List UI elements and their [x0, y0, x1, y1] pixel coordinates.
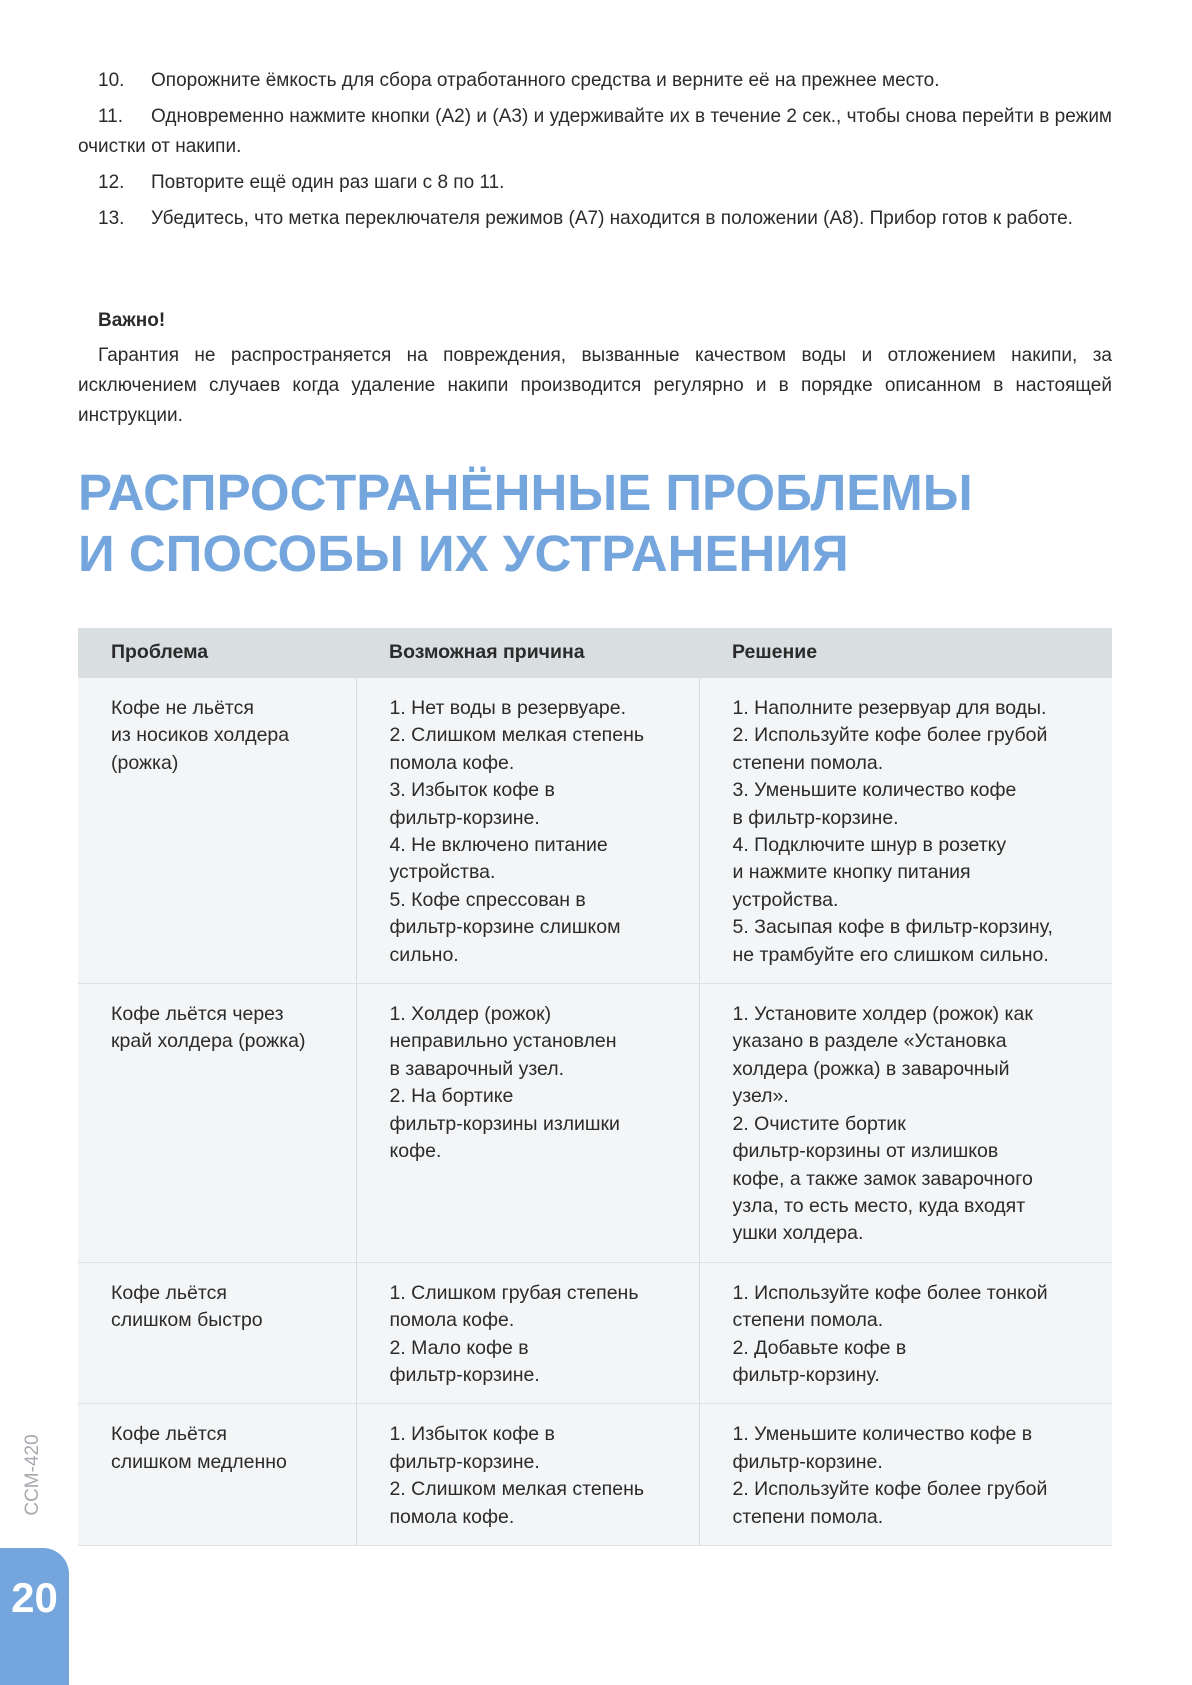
cell-line: фильтр-корзины от излишков [732, 1140, 999, 1163]
table-row [78, 984, 1112, 1263]
cell-line: слишком медленно [111, 1450, 287, 1473]
cell-line: 3. Уменьшите количество кофе [732, 779, 1017, 802]
cell-line: неправильно установлен [389, 1030, 617, 1053]
step-number: 13. [98, 208, 125, 229]
cell-line: не трамбуйте его слишком сильно. [732, 943, 1049, 966]
model-label-text: CCM-420 [22, 1434, 43, 1516]
table-row [78, 678, 1112, 984]
cell-line: фильтр-корзине. [389, 806, 540, 829]
cell-line: 1. Уменьшите количество кофе в [732, 1423, 1033, 1446]
cell-line: кофе. [389, 1140, 442, 1163]
cell-line: 1. Нет воды в резервуаре. [389, 697, 627, 719]
cell-line: кофе, а также замок заварочного [732, 1167, 1033, 1190]
cell-line: помола кофе. [389, 1505, 515, 1528]
cell-line: указано в разделе «Установка [732, 1030, 1007, 1053]
cell-line: 5. Засыпая кофе в фильтр-корзину, [732, 916, 1053, 939]
cell-line: 2. Слишком мелкая степень [389, 1478, 644, 1501]
cell-line: 1. Слишком грубая степень [389, 1281, 639, 1304]
cause-cell [356, 1404, 699, 1546]
cell-line: 2. Добавьте кофе в [732, 1336, 907, 1359]
cell-line: Кофе льётся [111, 1281, 227, 1304]
cell-line: ушки холдера. [732, 1222, 864, 1245]
step-text: Убедитесь, что метка переключателя режимов (А7) находится в положении (А8). Прибор готов к работе. [151, 208, 1073, 229]
header-problem: Проблема [78, 628, 356, 678]
cell-line: фильтр-корзине. [389, 1450, 540, 1473]
step-item [78, 102, 1112, 162]
cell-line: 2. Используйте кофе более грубой [732, 724, 1048, 747]
cell-line: помола кофе. [389, 751, 515, 774]
solution-cell [699, 678, 1112, 984]
step-text: Опорожните ёмкость для сбора отработанного средства и верните её на прежнее место. [151, 70, 940, 91]
cell-line: 2. На бортике [389, 1085, 514, 1108]
cell-line: 5. Кофе спрессован в [389, 888, 586, 911]
cell-line: 1. Используйте кофе более тонкой [732, 1281, 1048, 1304]
cell-line: Кофе не льётся [111, 697, 254, 719]
cause-cell [356, 984, 699, 1263]
cell-line: 4. Подключите шнур в розетку [732, 834, 1007, 857]
important-title: Важно! [98, 310, 166, 331]
important-text: Гарантия не распространяется на повреждения, вызванные качеством воды и отложением накипи, за исключением случаев когда удаление накипи производится регулярно и в порядке описанном в настоящей инструкции. [78, 345, 1112, 426]
cell-line: устройства. [389, 861, 496, 884]
cell-line: фильтр-корзине. [732, 1450, 883, 1473]
cell-line: и нажмите кнопку питания [732, 861, 971, 884]
cell-line: 2. Очистите бортик [732, 1112, 906, 1135]
cell-line: Кофе льётся [111, 1423, 227, 1446]
cell-line: помола кофе. [389, 1309, 515, 1332]
table-header-row [78, 628, 1112, 678]
cell-line: слишком быстро [111, 1309, 263, 1332]
section-heading [78, 462, 1112, 584]
section-heading-line-2: И СПОСОБЫ ИХ УСТРАНЕНИЯ [78, 525, 849, 582]
cell-line: 3. Избыток кофе в [389, 779, 555, 802]
cell-line: 2. Слишком мелкая степень [389, 724, 644, 747]
cell-line: Кофе льётся через [111, 1003, 284, 1026]
important-note [78, 306, 1112, 431]
model-label [18, 1427, 48, 1523]
cell-line: холдера (рожка) в заварочный [732, 1057, 1010, 1080]
section-heading-line-1: РАСПРОСТРАНЁННЫЕ ПРОБЛЕМЫ [78, 464, 973, 521]
cell-line: 2. Мало кофе в [389, 1336, 529, 1359]
problem-cell [78, 678, 356, 984]
cell-line: степени помола. [732, 1309, 884, 1332]
cell-line: из носиков холдера [111, 724, 290, 747]
cell-line: фильтр-корзине. [389, 1363, 540, 1386]
page-number: 20 [11, 1574, 58, 1621]
cause-cell [356, 678, 699, 984]
cell-line: степени помола. [732, 1505, 884, 1528]
cell-line: узла, то есть место, куда входят [732, 1194, 1026, 1217]
step-text: Одновременно нажмите кнопки (А2) и (А3) и удерживайте их в течение 2 сек., чтобы снова перейти в режим очистки от накипи. [78, 106, 1112, 157]
step-text: Повторите ещё один раз шаги с 8 по 11. [151, 172, 505, 193]
cell-line: фильтр-корзину. [732, 1363, 880, 1386]
step-number: 11. [98, 106, 124, 127]
cell-line: (рожка) [111, 751, 179, 774]
step-number: 10. [98, 70, 125, 91]
table-row [78, 1404, 1112, 1546]
cell-line: фильтр-корзине слишком [389, 916, 621, 939]
cell-line: 1. Избыток кофе в [389, 1423, 555, 1446]
table-row [78, 1262, 1112, 1404]
instruction-steps [78, 66, 1112, 240]
cell-line: сильно. [389, 943, 459, 966]
cell-line: узел». [732, 1085, 789, 1108]
problem-cell [78, 1404, 356, 1546]
step-number: 12. [98, 172, 125, 193]
cell-line: 1. Установите холдер (рожок) как [732, 1003, 1033, 1026]
solution-cell [699, 1404, 1112, 1546]
troubleshooting-table [78, 628, 1112, 1546]
cell-line: 1. Наполните резервуар для воды. [732, 697, 1047, 719]
cell-line: в заварочный узел. [389, 1057, 565, 1080]
cell-line: фильтр-корзины излишки [389, 1112, 620, 1135]
cell-line: устройства. [732, 888, 839, 911]
solution-cell [699, 1262, 1112, 1404]
cell-line: 4. Не включено питание [389, 834, 608, 857]
cell-line: 2. Используйте кофе более грубой [732, 1478, 1048, 1501]
cell-line: степени помола. [732, 751, 884, 774]
problem-cell [78, 984, 356, 1263]
header-solution: Решение [699, 628, 1112, 678]
cell-line: 1. Холдер (рожок) [389, 1003, 552, 1026]
problem-cell [78, 1262, 356, 1404]
cell-line: край холдера (рожка) [111, 1030, 306, 1053]
header-cause: Возможная причина [356, 628, 699, 678]
cell-line: в фильтр-корзине. [732, 806, 899, 829]
step-item [78, 204, 1112, 234]
step-item [78, 66, 1112, 96]
solution-cell [699, 984, 1112, 1263]
cause-cell [356, 1262, 699, 1404]
step-item [78, 168, 1112, 198]
